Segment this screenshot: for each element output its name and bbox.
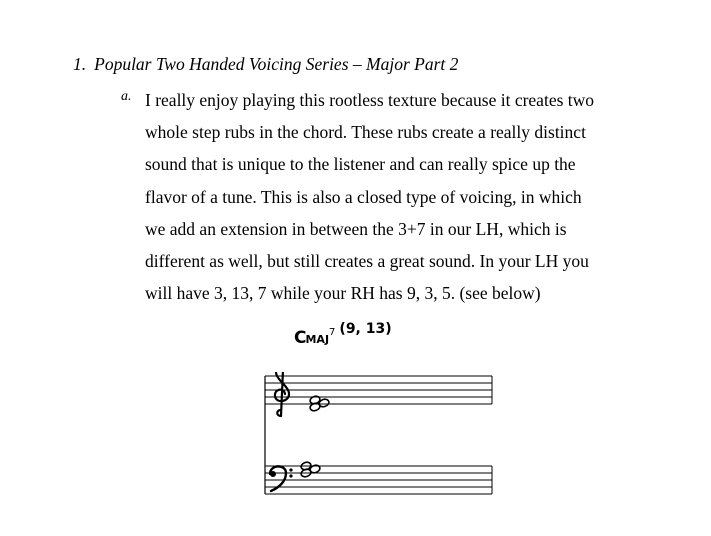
chord-symbol xyxy=(294,321,392,348)
treble-clef-icon xyxy=(275,372,289,416)
heading xyxy=(73,54,458,75)
chord-extensions: (9, 13) xyxy=(339,321,392,337)
paragraph-line: flavor of a tune. This is also a closed type of voicing, in which xyxy=(145,186,582,207)
paragraph-line: whole step rubs in the chord. These rubs create a really distinct xyxy=(145,122,586,143)
chord-root: C xyxy=(294,328,306,348)
paragraph-line: different as well, but still creates a great sound. In your LH you xyxy=(145,251,589,272)
chord-quality: MAJ xyxy=(305,333,330,346)
paragraph-line: I really enjoy playing this rootless texture because it creates two xyxy=(145,90,595,110)
treble-staff xyxy=(265,376,492,404)
paragraph-line: sound that is unique to the listener and can really spice up the xyxy=(145,154,576,175)
paragraph-line: will have 3, 13, 7 while your RH has 9, 3, 5. (see below) xyxy=(145,283,541,304)
grand-staff xyxy=(262,372,496,498)
heading-title: Popular Two Handed Voicing Series – Major Part 2 xyxy=(94,54,459,74)
paragraph-line: we add an extension in between the 3+7 in our LH, which is xyxy=(145,218,567,239)
bass-staff xyxy=(265,466,492,494)
list-marker: a. xyxy=(121,89,132,104)
chord-seventh: 7 xyxy=(329,327,336,338)
heading-number: 1. xyxy=(73,54,87,74)
paragraph xyxy=(145,84,705,309)
bass-notes xyxy=(300,461,321,478)
